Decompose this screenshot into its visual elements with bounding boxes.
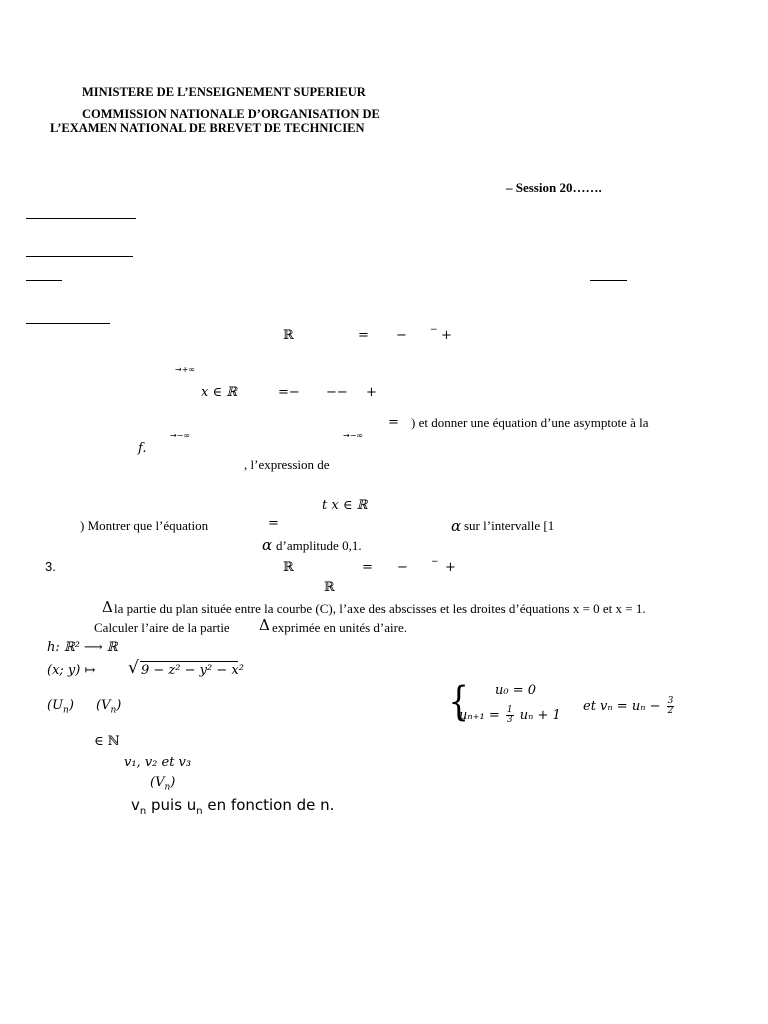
delta-symbol: Δ [102, 598, 113, 616]
sequence-vn-2: $(V_n)$ [150, 775, 176, 793]
plus-sign-3: + [445, 560, 456, 575]
exam-title: L’EXAMEN NATIONAL DE BREVET DE TECHNICIEN [50, 121, 365, 135]
equation-question: ) Montrer que l’équation [80, 518, 209, 533]
function-f: f. [138, 441, 147, 456]
exponent-minus-2: − [431, 557, 439, 567]
h-mapping: (x; y) ↦ [47, 663, 96, 678]
plus-sign: + [441, 328, 452, 343]
h-definition: h: ℝ² ⟶ ℝ [47, 640, 118, 655]
equals-minus: =− [278, 385, 300, 400]
blank-line-5 [26, 323, 110, 324]
alpha-symbol: α [451, 517, 462, 535]
sqrt-bar [140, 661, 238, 662]
first-terms: v₁, v₂ et v₃ [124, 755, 192, 770]
blank-line-3 [26, 280, 62, 281]
question-number-3: 3. [45, 559, 56, 574]
initial-term: u₀ = 0 [495, 683, 537, 698]
t-x-in-reals: t x ∈ ℝ [322, 498, 368, 513]
equals-sign-3: = [268, 516, 279, 531]
alpha-symbol-2: α [262, 536, 273, 554]
sequence-vn: $(V_n)$ [96, 698, 122, 716]
commission-title: COMMISSION NATIONALE D’ORGANISATION DE [82, 107, 380, 121]
blank-line-2 [26, 256, 133, 257]
minus-sign: − [396, 328, 407, 343]
blank-line-1 [26, 218, 136, 219]
recurrence-relation: uₙ₊₁ = $\frac{1}{3}$ uₙ + 1 [459, 705, 561, 725]
ministry-title: MINISTERE DE L’ENSEIGNEMENT SUPERIEUR [82, 85, 366, 99]
minus-sign-2: − [397, 560, 408, 575]
reals-symbol: ℝ [283, 328, 294, 343]
expression-text: , l’expression de [244, 457, 330, 472]
limit-minus-infinity-1: →−∞ [170, 431, 191, 440]
equals-sign-4: = [362, 560, 373, 575]
blank-line-4 [590, 280, 627, 281]
radicand: 9 − z² − y² − x² [141, 663, 244, 678]
equals-sign: = [358, 328, 369, 343]
area-question: Calculer l’aire de la partie [94, 620, 230, 635]
amplitude-text: d’amplitude 0,1. [276, 538, 362, 553]
area-units-text: exprimée en unités d’aire. [272, 620, 407, 635]
delta-symbol-2: Δ [259, 616, 270, 634]
x-in-reals: x ∈ ℝ [201, 385, 238, 400]
session-label: – Session 20……. [506, 180, 602, 195]
sequence-un: $(U_n)$ [47, 698, 74, 716]
n-in-naturals: ∈ ℕ [94, 734, 120, 749]
sqrt-sign: √ [128, 658, 139, 678]
express-question: $v_n$ puis $u_n$ en fonction de n. [131, 796, 335, 817]
system-brace: { [448, 679, 469, 725]
equals-sign-2: = [388, 415, 399, 430]
interval-text: sur l’intervalle [1 [464, 518, 555, 533]
limit-plus-infinity: →+∞ [175, 365, 196, 374]
vn-definition: et vₙ = uₙ − $\frac{3}{2}$ [583, 696, 674, 716]
plus-sign-2: + [366, 385, 377, 400]
reals-symbol-2: ℝ [283, 560, 294, 575]
limit-minus-infinity-2: →−∞ [343, 431, 364, 440]
reals-symbol-3: ℝ [324, 580, 335, 595]
asymptote-text: ) et donner une équation d’une asymptote à la [411, 415, 649, 430]
region-description: la partie du plan située entre la courbe (C), l’axe des abscisses et les droites d’équations x = 0 et x = 1. [114, 601, 646, 616]
double-minus: −− [326, 385, 348, 400]
exponent-minus: − [430, 325, 438, 335]
